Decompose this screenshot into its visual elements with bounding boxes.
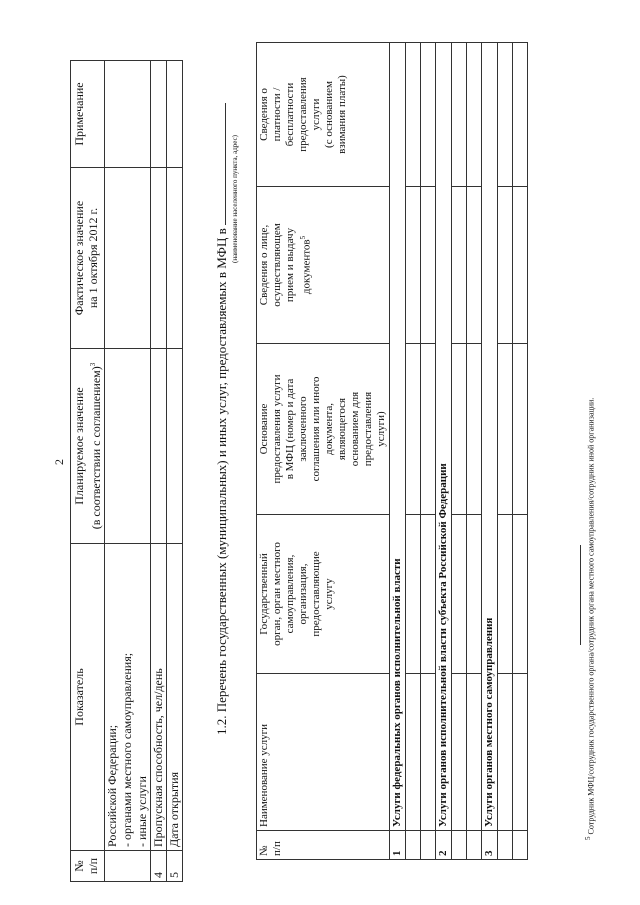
table-cell-indicator: - иные услуги (135, 544, 151, 851)
table-cell-num (105, 851, 151, 882)
table-cell-note (105, 61, 151, 168)
table-row (513, 43, 528, 860)
section-caption-text: 1.2. Перечень государственных (муниципальных) и иных услуг, предоставляемых в МФЦ в (214, 228, 229, 735)
footnote-ref-3: 3 (89, 362, 97, 367)
table-header-row (257, 43, 390, 860)
section-row-federal (390, 43, 406, 860)
table-cell-indicator: Дата открытия (167, 544, 183, 851)
table-cell-num: 4 (151, 851, 167, 882)
header-planned: Планируемое значение (в соответствии с соглашением)$^3$ (71, 349, 105, 544)
page-number: 2 (52, 459, 66, 465)
footnote-ref-5: 5 (299, 235, 307, 240)
header-num: № п/п (257, 831, 390, 860)
table-cell-num: 5 (167, 851, 183, 882)
table-cell-actual (105, 168, 151, 349)
table-row (498, 43, 513, 860)
table-cell-actual (167, 168, 183, 349)
header-service-name: Наименование услуги (257, 674, 390, 831)
section-title: Услуги органов местного самоуправления (482, 43, 498, 831)
table-cell-note (167, 61, 183, 168)
footnote-mark: 5 (584, 836, 592, 840)
table-row (406, 43, 421, 860)
header-num: № п/п (71, 851, 105, 882)
services-table (256, 42, 528, 860)
header-note: Примечание (71, 61, 105, 168)
table-cell-planned (151, 349, 167, 544)
table-cell-indicator: - органами местного самоуправления; (120, 544, 135, 851)
caption-note: (наименование населенного пункта, адрес) (231, 134, 239, 263)
header-indicator: Показатель (71, 544, 105, 851)
table-cell-note (151, 61, 167, 168)
header-actual: Фактическое значение на 1 октября 2012 г. (71, 168, 105, 349)
table-row (105, 61, 121, 882)
table-cell-planned (167, 349, 183, 544)
section-num: 2 (436, 831, 452, 860)
header-basis: Основание предоставления услуги в МФЦ (номер и дата заключенного соглашения или иного документа, являющегося основанием для предоставления услуги) (257, 344, 390, 515)
table-cell-indicator: Российской Федерации; (105, 544, 121, 851)
table-row (167, 61, 183, 882)
footnote (584, 398, 596, 840)
section-title: Услуги федеральных органов исполнительной власти (390, 43, 406, 831)
section-row-municipal (482, 43, 498, 860)
footnote-separator (580, 545, 581, 645)
section-caption (214, 103, 230, 735)
header-payment: Сведения о платности / бесплатности предоставления услуги (с основанием взимания платы) (257, 43, 390, 187)
table-row (467, 43, 482, 860)
section-title: Услуги органов исполнительной власти субъекта Российской Федерации (436, 43, 452, 831)
header-person: Сведения о лице, осуществляющем прием и выдачу документов$^5$ (257, 187, 390, 344)
table-row (452, 43, 467, 860)
indicators-table (70, 60, 183, 882)
table-cell-indicator: Пропускная способность, чел/день (151, 544, 167, 851)
footnote-text: Сотрудник МФЦ/сотрудник государственного органа/сотрудник органа местного самоуправления/сотрудник иной организации. (586, 397, 596, 835)
table-row (421, 43, 436, 860)
table-row (151, 61, 167, 882)
header-authority: Государственный орган, орган местного самоуправления, организация, предоставляющие услугу (257, 515, 390, 674)
address-blank-line (214, 103, 226, 225)
section-row-regional (436, 43, 452, 860)
section-num: 3 (482, 831, 498, 860)
table-header-row (71, 61, 105, 882)
table-cell-actual (151, 168, 167, 349)
section-num: 1 (390, 831, 406, 860)
table-cell-planned (105, 349, 151, 544)
